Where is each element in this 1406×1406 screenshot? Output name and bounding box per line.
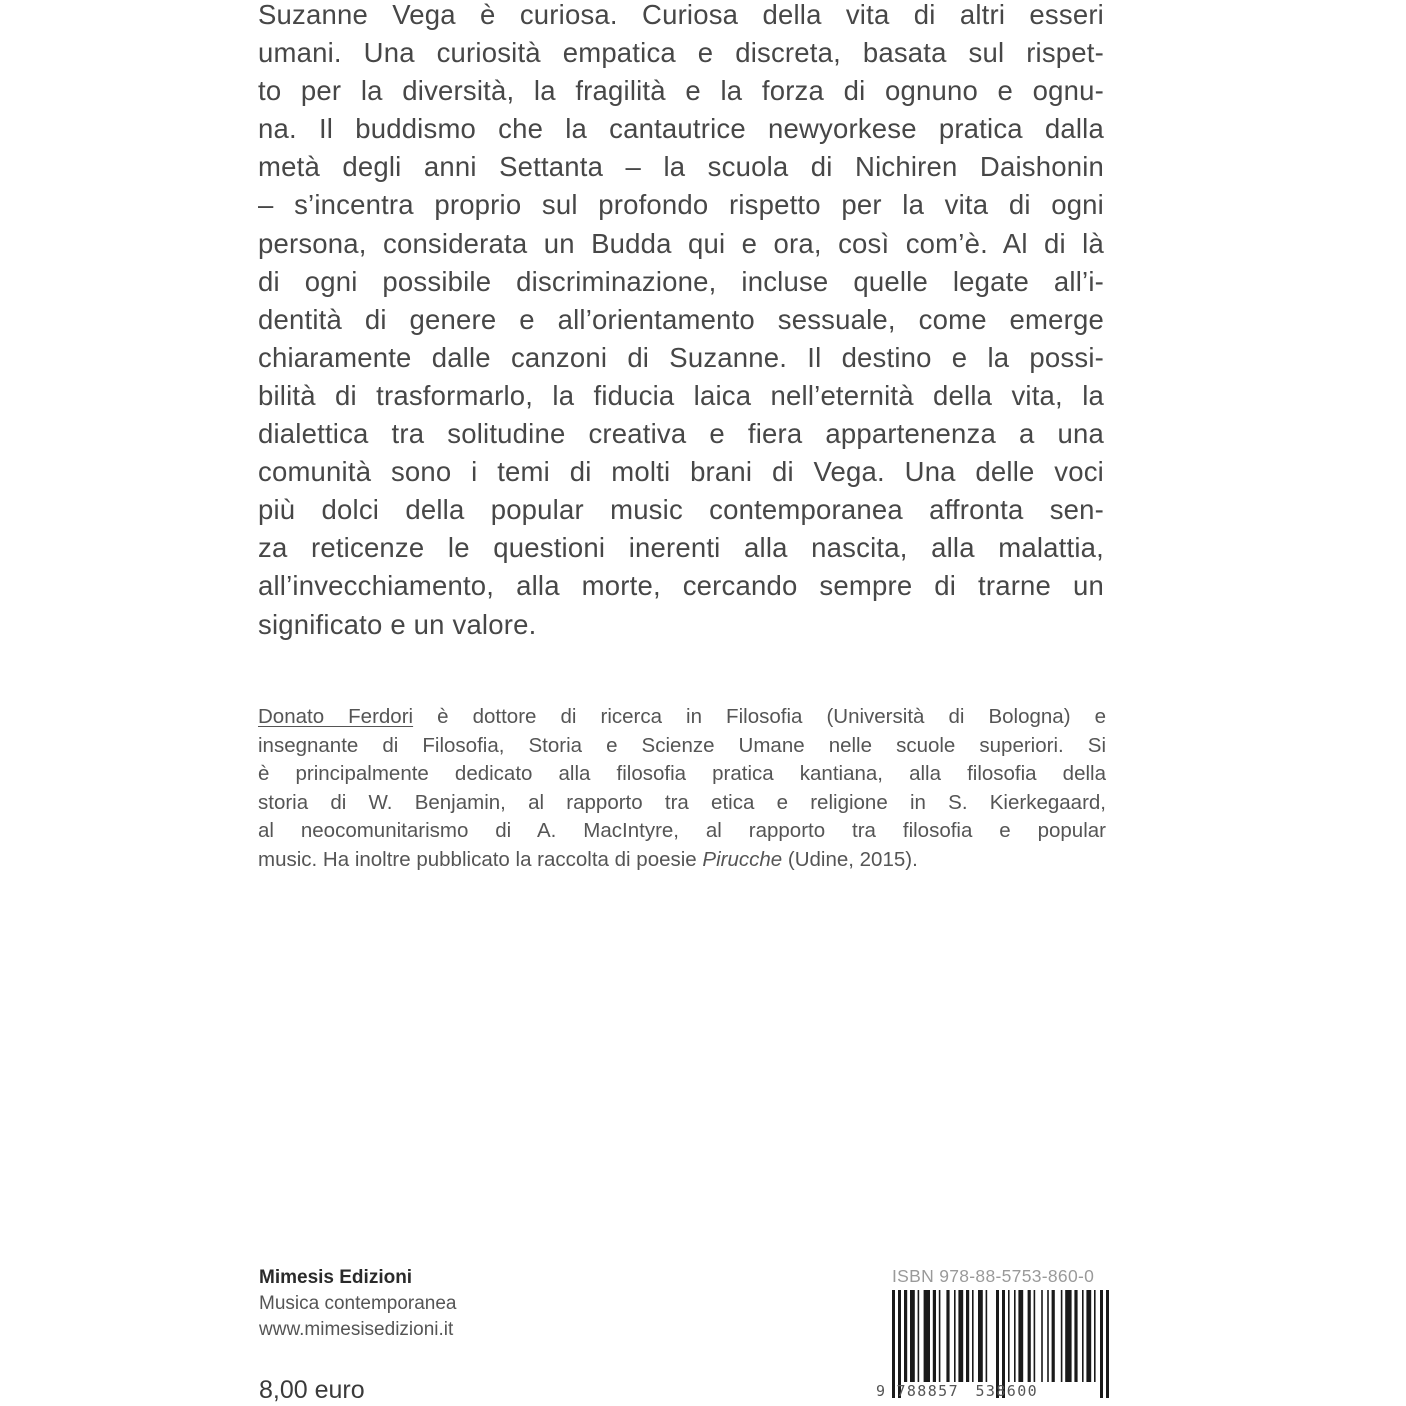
blurb-line: chiaramente dalle canzoni di Suzanne. Il destino e la possi- <box>258 341 1104 373</box>
blurb-line: di ogni possibile discriminazione, incluse quelle legate all’i- <box>258 265 1104 297</box>
barcode-bar <box>1094 1290 1096 1382</box>
barcode-bar <box>986 1290 988 1382</box>
barcode-bar <box>1065 1290 1071 1382</box>
barcode-digits-spacer <box>962 1382 972 1400</box>
barcode-bar <box>1052 1290 1055 1382</box>
barcode-digit-first: 9 <box>876 1382 887 1400</box>
author-bio <box>258 703 1106 875</box>
barcode-bar <box>1008 1290 1010 1382</box>
author-name: Donato Ferdori <box>258 705 414 728</box>
blurb-line: significato e un valore. <box>258 608 537 640</box>
blurb-text <box>258 0 1104 644</box>
bio-line: storia di W. Benjamin, al rapporto tra etica e religione in S. Kierkegaard, <box>258 790 1106 814</box>
barcode-bar <box>954 1290 956 1382</box>
barcode-bar <box>1014 1290 1016 1382</box>
barcode-bar <box>933 1290 936 1382</box>
barcode-bar <box>939 1290 941 1382</box>
barcode-bar <box>1041 1290 1043 1382</box>
price: 8,00 euro <box>259 1376 365 1404</box>
barcode-bar <box>1061 1290 1063 1382</box>
barcode-bar <box>946 1290 949 1382</box>
bio-text: è dottore di ricerca in Filosofia (Università di Bologna) e <box>413 705 1106 728</box>
barcode-bar <box>1047 1290 1049 1382</box>
blurb-line: Suzanne Vega è curiosa. Curiosa della vita di altri esseri <box>258 0 1104 30</box>
series-name: Musica contemporanea <box>259 1293 457 1314</box>
blurb-line: bilità di trasformarlo, la fiducia laica nell’eternità della vita, la <box>258 379 1104 411</box>
barcode-bar <box>1018 1290 1023 1382</box>
publisher-block <box>259 1265 457 1343</box>
barcode-bar <box>1028 1290 1031 1382</box>
barcode-bar <box>966 1290 969 1382</box>
blurb-line: – s’incentra proprio sul profondo rispetto per la vita di ogni <box>258 189 1104 221</box>
blurb-line: to per la diversità, la fragilità e la forza di ognuno e ognu- <box>258 75 1104 107</box>
blurb-line: za reticenze le questioni inerenti alla nascita, alla malattia, <box>258 532 1104 564</box>
barcode-digits-right: 538600 <box>975 1382 1039 1400</box>
blurb-line: dentità di genere e all’orientamento sessuale, come emerge <box>258 303 1104 335</box>
bio-text: (Udine, 2015). <box>782 847 918 871</box>
publisher-name: Mimesis Edizioni <box>259 1267 413 1288</box>
isbn-label: ISBN 978-88-5753-860-0 <box>892 1266 1095 1286</box>
barcode-guard-right <box>1106 1290 1109 1398</box>
bio-line <box>258 703 1106 732</box>
barcode-bar <box>924 1290 930 1382</box>
bio-line: al neocomunitarismo di A. MacIntyre, al rapporto tra filosofia e popular <box>258 819 1106 843</box>
barcode-bar <box>958 1290 963 1382</box>
blurb-line: na. Il buddismo che la cantautrice newyorkese pratica dalla <box>258 113 1104 145</box>
barcode-bar <box>904 1290 907 1382</box>
barcode-bar <box>1082 1290 1084 1382</box>
bio-line <box>258 846 1106 875</box>
barcode-bar <box>1034 1290 1036 1382</box>
barcode-bar <box>978 1290 983 1382</box>
bio-text: music. Ha inoltre pubblicato la raccolta di poesie <box>258 847 703 871</box>
publisher-website: www.mimesisedizioni.it <box>259 1319 454 1340</box>
blurb-line: dialettica tra solitudine creativa e fiera appartenenza a una <box>258 418 1104 450</box>
barcode-bar <box>1074 1290 1077 1382</box>
blurb-line: metà degli anni Settanta – la scuola di Nichiren Daishonin <box>258 151 1104 183</box>
barcode-bar <box>1086 1290 1091 1382</box>
blurb-line: umani. Una curiosità empatica e discreta, basata sul rispet- <box>258 37 1104 69</box>
bio-line: insegnante di Filosofia, Storia e Scienze Umane nelle scuole superiori. Si <box>258 733 1106 757</box>
barcode-bar <box>910 1290 915 1382</box>
barcode-guard-right <box>1100 1290 1103 1398</box>
barcode-bar <box>972 1290 974 1382</box>
blurb-line: persona, considerata un Budda qui e ora, così com’è. Al di là <box>258 227 1104 259</box>
barcode-digits <box>876 1382 1038 1400</box>
book-title: Pirucche <box>702 847 783 871</box>
barcode-digits-left: 788857 <box>896 1382 960 1400</box>
blurb-line: comunità sono i temi di molti brani di Vega. Una delle voci <box>258 456 1104 488</box>
blurb-line: più dolci della popular music contemporanea affronta sen- <box>258 494 1104 526</box>
barcode-bar <box>918 1290 920 1382</box>
blurb-line: all’invecchiamento, alla morte, cercando sempre di trarne un <box>258 570 1104 602</box>
bio-line: è principalmente dedicato alla filosofia pratica kantiana, alla filosofia della <box>258 762 1106 786</box>
